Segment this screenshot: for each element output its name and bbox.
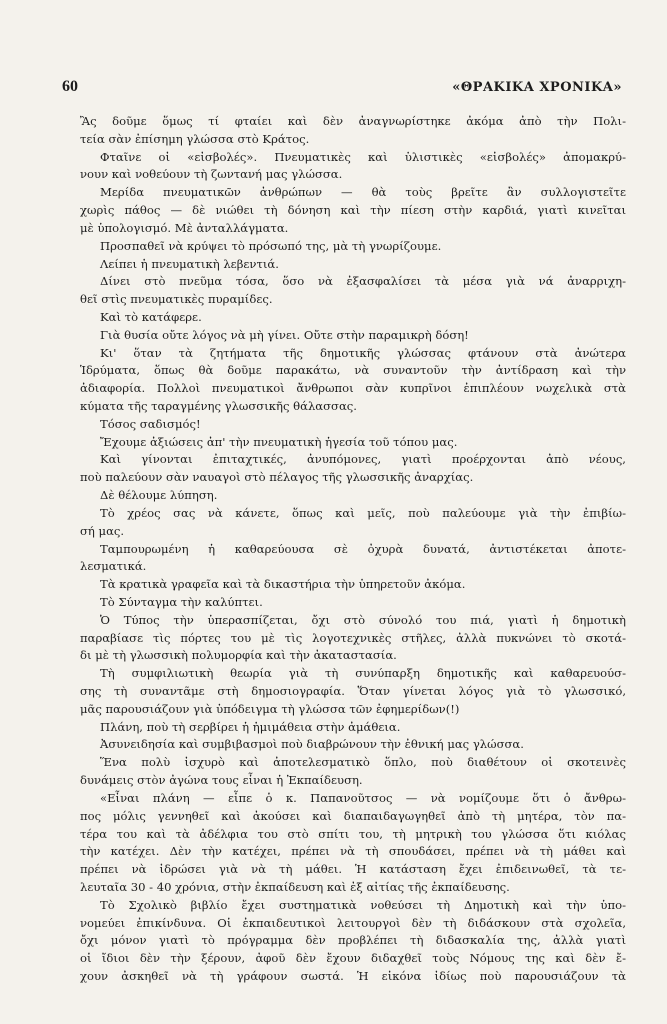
text-line: νουν καὶ νοθεύουν τὴ ζωντανή μας γλώσσα. (80, 167, 343, 182)
text-line: θεῖ στὶς πνευματικὲς πυραμίδες. (80, 292, 273, 307)
text-line: Ἂς δοῦμε ὅμως τί φταίει καὶ δὲν ἀναγνωρίστηκε ἀκόμα ἀπὸ τὴν Πολι- (80, 114, 626, 128)
text-line: χουν ἀσκηθεῖ νὰ τὴ γράφουν σωστά. Ἡ εἰκόνα ἰδίως ποὺ παρουσιάζουν τὰ (80, 969, 626, 983)
text-line: τεία σὰν ἐπίσημη γλώσσα στὸ Κράτος. (80, 131, 310, 146)
text-line: Τὸ Σύνταγμα τὴν καλύπτει. (100, 594, 263, 609)
text-line: λεσματικά. (80, 559, 147, 574)
text-line: Κι' ὅταν τὰ ζητήματα τῆς δημοτικῆς γλώσσας φτάνουν στὰ ἀνώτερα (100, 345, 626, 360)
text-line: Ἱδρύματα, ὅπως θὰ δοῦμε παρακάτω, νὰ συναντοῦν τὴν ἀντίδραση καὶ τὴν (80, 363, 626, 378)
text-line: μᾶς παρουσιάζουν γιὰ ὑπόδειγμα τὴ γλώσσα τῶν ἐφημερίδων(!) (80, 701, 460, 716)
text-line: ποὺ παλεύουν σὰν ναυαγοὶ στὸ πέλαγος τῆς γλωσσικῆς ἀναρχίας. (80, 470, 474, 485)
text-line: Καὶ γίνονται ἐπιταχτικές, ἀνυπόμονες, γιατὶ προέρχονται ἀπὸ νέους, (100, 452, 626, 467)
text-line: Ὁ Τύπος τὴν ὑπερασπίζεται, ὄχι στὸ σύνολό του πιά, γιατὶ ἡ δημοτικὴ (100, 612, 626, 627)
text-line: Ἀσυνειδησία καὶ συμβιβασμοὶ ποὺ διαβρώνουν τὴν ἐθνική μας γλώσσα. (100, 737, 524, 752)
text-line: μὲ ὑπολογισμό. Μὲ ἀνταλλάγματα. (80, 220, 289, 235)
page-header (62, 78, 622, 96)
text-line: ὄχι μόνον γιατὶ τὸ πρόγραμμα δὲν προβλέπει τὴ διδασκαλία της, ἀλλὰ γιατὶ (80, 933, 626, 948)
text-line: ἀδιαφορία. Πολλοὶ πνευματικοὶ ἄνθρωποι σὰν κυπρῖνοι ἐπιπλέουν νωχελικὰ στὰ (80, 381, 626, 396)
text-line: Λείπει ἡ πνευματικὴ λεβεντιά. (100, 256, 279, 271)
text-line: Τόσος σαδισμός! (100, 416, 201, 431)
text-line: σης τὴ συναντᾶμε στὴ δημοσιογραφία. Ὅταν γίνεται λόγος γιὰ τὸ γλωσσικό, (80, 684, 626, 698)
text-line: πρέπει νὰ ἱδρώσει γιὰ νὰ τὴ μάθει. Ἡ κατάσταση ἔχει ἐπιδεινωθεῖ, τὰ τε- (80, 862, 626, 877)
text-line: Τὸ Σχολικὸ βιβλίο ἔχει συστηματικὰ νοθεύσει τὴ Δημοτικὴ καὶ τὴν ὑπο- (100, 897, 626, 912)
text-line: Τὸ χρέος σας νὰ κάνετε, ὅπως καὶ μεῖς, ποὺ παλεύουμε γιὰ τὴν ἐπιβίω- (100, 505, 626, 520)
text-line: Μερίδα πνευματικῶν ἀνθρώπων — θὰ τοὺς βρεῖτε ἂν συλλογιστεῖτε (100, 185, 626, 200)
text-line: Δὲ θέλουμε λύπηση. (100, 488, 218, 503)
text-line: δι μὲ τὴ γλωσσικὴ πολυμορφία καὶ τὴν ἀκαταστασία. (80, 648, 397, 663)
text-line: Ἕνα πολὺ ἰσχυρὸ καὶ ἀποτελεσματικὸ ὅπλο, ποὺ διαθέτουν οἱ σκοτεινὲς (100, 755, 626, 770)
text-line: παραβίασε τὶς πόρτες του μὲ τὶς λογοτεχνικὲς στῆλες, ἀλλὰ πυκνώνει τὸ σκοτά- (80, 630, 626, 645)
text-line: χωρὶς πάθος — δὲ νιώθει τὴ δόνηση καὶ τὴν πίεση στὴν καρδιά, γιατὶ κινεῖται (80, 203, 626, 218)
article-text (80, 113, 626, 986)
text-line: Γιὰ θυσία οὔτε λόγος νὰ μὴ γίνει. Οὔτε στὴν παραμικρὴ δόση! (100, 327, 469, 342)
text-line: Τὰ κρατικὰ γραφεῖα καὶ τὰ δικαστήρια τὴν ὑπηρετοῦν ἀκόμα. (100, 577, 466, 592)
text-line: Φταῖνε οἱ «εἰσβολές». Πνευματικὲς καὶ ὑλιστικὲς «εἰσβολές» ἀπομακρύ- (100, 149, 626, 164)
text-line: Τὴ συμφιλιωτικὴ θεωρία γιὰ τὴ συνύπαρξη δημοτικῆς καὶ καθαρευούσ- (100, 666, 626, 681)
text-line: Ἔχουμε ἀξιώσεις ἀπ' τὴν πνευματικὴ ἡγεσία τοῦ τόπου μας. (100, 434, 458, 449)
text-line: τὴν κατέχει. Δὲν τὴν κατέχει, πρέπει νὰ τὴ σπουδάσει, πρέπει νὰ τὴ μάθει καὶ (80, 844, 626, 859)
text-line: κύματα τῆς ταραγμένης γλωσσικῆς θάλασσας. (80, 399, 357, 413)
text-line: οἱ ἴδιοι δὲν τὴν ξέρουν, ἀφοῦ δὲν ἔχουν διδαχθεῖ τοὺς Νόμους της καὶ δὲν ἔ- (80, 951, 626, 966)
text-line: Δίνει στὸ πνεῦμα τόσα, ὅσο νὰ ἐξασφαλίσει τὰ μέσα γιὰ νά ἀναρριχη- (100, 274, 626, 289)
text-line: λευταῖα 30 - 40 χρόνια, στὴν ἐκπαίδευση καὶ ἐξ αἰτίας τῆς ἐκπαίδευσης. (80, 879, 510, 894)
text-line: σή μας. (80, 523, 125, 538)
text-line: νομεύει ἐπικίνδυνα. Οἱ ἐκπαιδευτικοὶ λειτουργοὶ δὲν τὴ διδάσκουν στὰ σχολεῖα, (80, 915, 626, 930)
journal-title: «ΘΡΑΚΙΚΑ ΧΡΟΝΙΚΑ» (452, 80, 622, 95)
text-line: Πλάνη, ποὺ τὴ σερβίρει ἡ ἡμιμάθεια στὴν ἀμάθεια. (100, 719, 401, 734)
text-line: τέρα του καὶ τὰ ἀδέλφια του στὸ σπίτι του, τὴ μητρικὴ του γλώσσα ὅτι κιόλας (80, 826, 626, 841)
text-line: «Εἶναι πλάνη — εἶπε ὁ κ. Παπανοῦτσος — νὰ νομίζουμε ὅτι ὁ ἄνθρω- (100, 790, 626, 805)
text-line: Καὶ τὸ κατάφερε. (100, 309, 202, 324)
text-line: πος μόλις γεννηθεῖ καὶ ἀκούσει καὶ διαπαιδαγωγηθεῖ ἀπὸ τὴ μητέρα, τὸν πα- (80, 808, 626, 823)
text-line: Προσπαθεῖ νὰ κρύψει τὸ πρόσωπό της, μὰ τὴ γνωρίζουμε. (100, 238, 442, 253)
text-line: Ταμπουρωμένη ἡ καθαρεύουσα σὲ ὀχυρὰ δυνατά, ἀντιστέκεται ἀποτε- (100, 541, 626, 556)
page-number: 60 (62, 78, 78, 95)
text-line: δυνάμεις στὸν ἀγώνα τους εἶναι ἡ Ἐκπαίδευση. (80, 773, 363, 788)
